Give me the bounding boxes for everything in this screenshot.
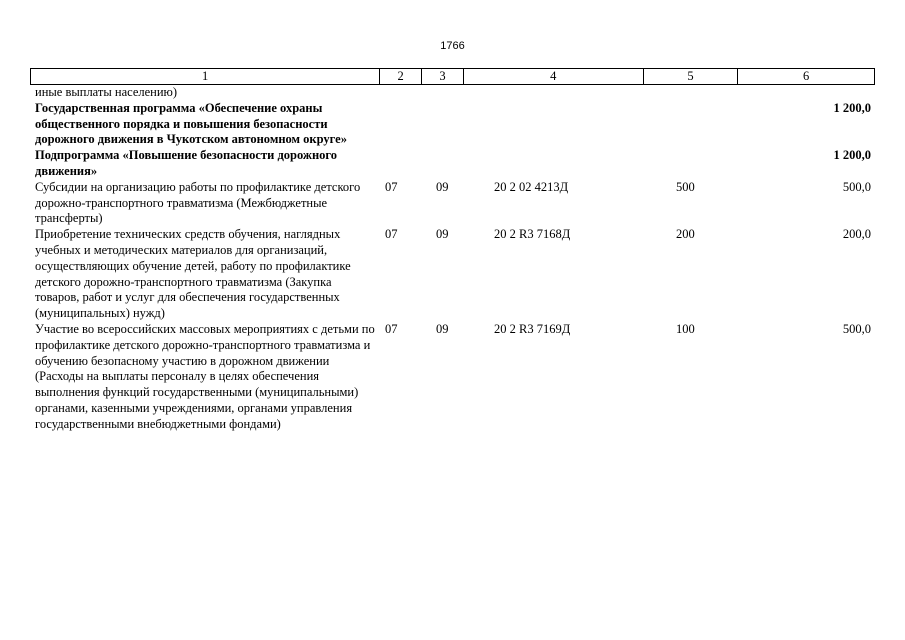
- row-subsection: [422, 85, 464, 101]
- table-row: [30, 148, 875, 180]
- table-row: [30, 180, 875, 227]
- row-name: Государственная программа «Обеспечение охраны общественного порядка и повышения безопасности дорожного движения в Чукотском автономном округе»: [35, 100, 347, 147]
- row-amount: 1 200,0: [833, 100, 871, 115]
- row-section: [380, 85, 422, 101]
- row-section: 07: [385, 179, 398, 194]
- row-name: Участие во всероссийских массовых мероприятиях с детьми по профилактике детского дорожно-транспортного травматизма и обучению безопасному участию в дорожном движении (Расходы на выплаты персоналу в целях обеспечения выполнения функций государственными (муниципальными) органами, казенными учреждениями, органами управления государственными внебюджетными фондами): [35, 321, 375, 431]
- row-target-code: [464, 85, 644, 101]
- page-number: 1766: [440, 40, 465, 52]
- column-header-2: 2: [380, 69, 422, 84]
- row-expense-type: [644, 148, 739, 180]
- row-amount: 1 200,0: [833, 148, 871, 163]
- row-subsection: [422, 101, 464, 148]
- column-header-4: 4: [464, 69, 644, 84]
- row-target-code: [464, 101, 644, 148]
- column-header-5: 5: [644, 69, 739, 84]
- table-row: [30, 101, 875, 148]
- row-target-code: 20 2 02 4213Д: [494, 179, 569, 194]
- column-header-3: 3: [422, 69, 464, 84]
- row-section: 07: [385, 227, 398, 242]
- table-row: [30, 227, 875, 322]
- row-subsection: [422, 148, 464, 180]
- row-amount: 200,0: [842, 227, 871, 242]
- row-expense-type: 100: [676, 321, 695, 336]
- row-name: иные выплаты населению): [35, 85, 178, 99]
- row-subsection: 09: [436, 179, 449, 194]
- row-subsection: 09: [436, 321, 449, 336]
- row-expense-type: [644, 101, 739, 148]
- table-header: [30, 68, 875, 85]
- row-target-code: 20 2 R3 7169Д: [494, 321, 571, 336]
- row-name: Субсидии на организацию работы по профилактике детского дорожно-транспортного травматизма (Межбюджетные трансферты): [35, 179, 361, 226]
- column-header-6: 6: [803, 69, 810, 83]
- row-amount: [739, 85, 875, 101]
- table-row: [30, 85, 875, 101]
- row-name: Приобретение технических средств обучения, наглядных учебных и методических материалов для организаций, осуществляющих обучение детей, работу по профилактике детского дорожно-транспортного травматизма (Закупка товаров, работ и услуг для обеспечения государственных (муниципальных) нужд): [35, 227, 351, 321]
- row-amount: 500,0: [842, 321, 871, 336]
- row-expense-type: [644, 85, 739, 101]
- row-expense-type: 200: [676, 227, 695, 242]
- table-row: [30, 322, 875, 433]
- row-section: [380, 148, 422, 180]
- row-section: 07: [385, 321, 398, 336]
- row-expense-type: 500: [676, 179, 695, 194]
- row-amount: 500,0: [842, 179, 871, 194]
- row-section: [380, 101, 422, 148]
- row-subsection: 09: [436, 227, 449, 242]
- budget-table: [30, 68, 875, 433]
- column-header-1: 1: [31, 69, 380, 84]
- row-target-code: [464, 148, 644, 180]
- row-target-code: 20 2 R3 7168Д: [494, 227, 571, 242]
- row-name: Подпрограмма «Повышение безопасности дорожного движения»: [35, 148, 338, 178]
